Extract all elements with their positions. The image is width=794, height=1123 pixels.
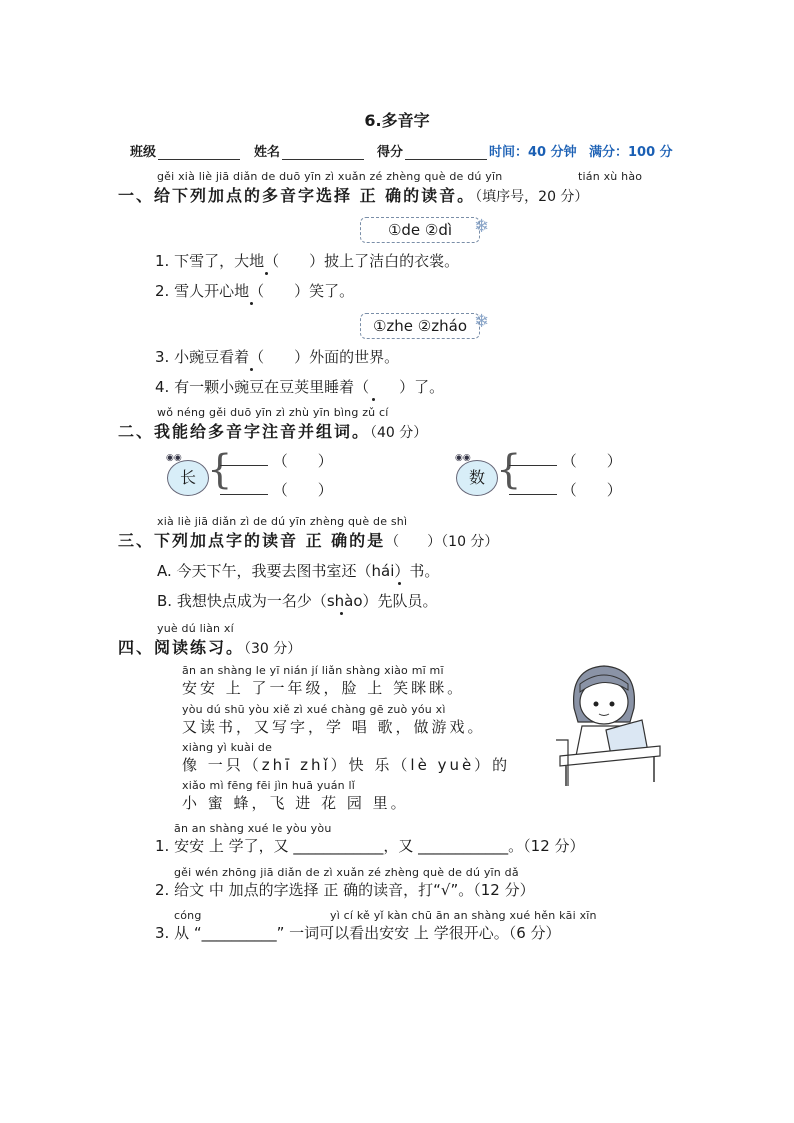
emphasis-dot [340, 612, 343, 615]
score-label: 得分 [377, 145, 404, 160]
emphasis-dot [398, 582, 401, 585]
s1-q3: 3. 小豌豆看着（ ）外面的世界。 [155, 348, 400, 366]
s1-tail: （填序号，20 分） [475, 189, 589, 205]
class-field[interactable] [130, 141, 240, 160]
s4-q1[interactable]: 1. 安安 上 学了，又 ____________，又 ____________。（12 分） [155, 837, 585, 855]
poem-line-2: 又读书，又写字，学 唱 歌，做游戏。 [182, 718, 486, 736]
s2-tail: （40 分） [370, 425, 428, 441]
time-limit: 时间：40 分钟 [489, 145, 577, 160]
girl-reading-illustration [552, 660, 664, 788]
emphasis-dot [372, 398, 375, 401]
s2-pinyin: wǒ néng gěi duō yīn zì zhù yīn bìng zǔ cí [157, 406, 389, 419]
s4-q2-pinyin: gěi wén zhōng jiā diǎn de zì xuǎn zé zhèng què de dú yīn dǎ [174, 866, 519, 879]
s4-heading [118, 635, 301, 658]
name-blank[interactable] [282, 145, 364, 160]
poem-line-3-pinyin: xiàng yì kuài de [182, 741, 273, 754]
snowflake-icon: ❄ [474, 216, 490, 237]
emphasis-dot [250, 368, 253, 371]
s1-pinyin-tail: tián xù hào [578, 170, 643, 183]
s2-row-1[interactable] [220, 450, 333, 471]
emphasis-dot [250, 302, 253, 305]
s1-options-2: ①zhe ②zháo [360, 313, 480, 339]
brace-icon: { [207, 447, 233, 493]
char-bubble-chang: 长 [167, 460, 209, 496]
s2-row-4[interactable] [509, 479, 622, 500]
name-label: 姓名 [254, 145, 281, 160]
s4-q3[interactable]: 3. 从 “__________” 一词可以看出安安 上 学很开心。（6 分） [155, 924, 561, 942]
s2-paren: （ ） [272, 481, 333, 499]
s1-options-1: ①de ②dì [360, 217, 480, 243]
s4-q3-pinyin-b: yì cí kě yǐ kàn chū ān an shàng xué hěn kāi xīn [330, 909, 597, 922]
s4-q2[interactable]: 2. 给文 中 加点的字选择 正 确的读音，打“√”。（12 分） [155, 881, 535, 899]
s1-q1: 1. 下雪了，大地（ ）披上了洁白的衣裳。 [155, 252, 460, 270]
class-blank[interactable] [158, 145, 240, 160]
poem-line-3: 像 一只（zhī zhǐ）快 乐（lè yuè）的 [182, 756, 511, 774]
char-bubble-shu: 数 [456, 460, 498, 496]
emphasis-dot [265, 272, 268, 275]
brace-icon: { [496, 447, 522, 493]
s3-tail: （ ）（10 分） [385, 534, 499, 550]
s3-option-b[interactable]: B. 我想快点成为一名少（shào）先队员。 [157, 592, 438, 610]
poem-line-4: 小 蜜 蜂，飞 进 花 园 里。 [182, 794, 409, 812]
snail-eyes-icon: ◉◉ [166, 453, 182, 463]
s2-paren: （ ） [272, 452, 333, 470]
score-blank[interactable] [405, 145, 487, 160]
s3-pinyin: xià liè jiā diǎn zì de dú yīn zhèng què de shì [157, 515, 408, 528]
s2-heading [118, 419, 427, 442]
s3-heading [118, 528, 498, 551]
poem-line-1-pinyin: ān an shàng le yī nián jí liǎn shàng xiào mī mī [182, 664, 444, 677]
s2-row-2[interactable] [220, 479, 333, 500]
s1-q2: 2. 雪人开心地（ ）笑了。 [155, 282, 355, 300]
s2-paren: （ ） [561, 452, 622, 470]
s4-pinyin: yuè dú liàn xí [157, 622, 234, 635]
s2-paren: （ ） [561, 481, 622, 499]
s1-pinyin: gěi xià liè jiā diǎn de duō yīn zì xuǎn zé zhèng què de dú yīn [157, 170, 503, 183]
snail-eyes-icon: ◉◉ [455, 453, 471, 463]
page-title: 6.多音字 [364, 111, 430, 130]
poem-line-1: 安安 上 了一年级，脸 上 笑眯眯。 [182, 679, 466, 697]
s4-title: 四、阅读练习。 [118, 638, 245, 657]
s2-row-3[interactable] [509, 450, 622, 471]
full-score: 满分：100 分 [589, 145, 673, 160]
s1-title: 一、给下列加点的多音字选择 正 确的读音。 [118, 186, 476, 205]
s1-heading [118, 183, 588, 206]
s3-title: 三、下列加点字的读音 正 确的是 [118, 531, 386, 550]
poem-line-4-pinyin: xiǎo mì fēng fēi jìn huā yuán lǐ [182, 779, 356, 792]
snowflake-icon: ❄ [474, 311, 490, 332]
s2-title: 二、我能给多音字注音并组词。 [118, 422, 371, 441]
s3-option-a[interactable]: A. 今天下午，我要去图书室还（hái）书。 [157, 562, 440, 580]
s4-q1-pinyin: ān an shàng xué le yòu yòu [174, 822, 332, 835]
s4-tail: （30 分） [244, 641, 302, 657]
class-label: 班级 [130, 145, 157, 160]
name-field[interactable] [254, 141, 364, 160]
score-field[interactable] [377, 141, 487, 160]
s1-q4: 4. 有一颗小豌豆在豆荚里睡着（ ）了。 [155, 378, 445, 396]
poem-line-2-pinyin: yòu dú shū yòu xiě zì xué chàng gē zuò yóu xì [182, 703, 446, 716]
s4-q3-pinyin-a: cóng [174, 909, 202, 922]
